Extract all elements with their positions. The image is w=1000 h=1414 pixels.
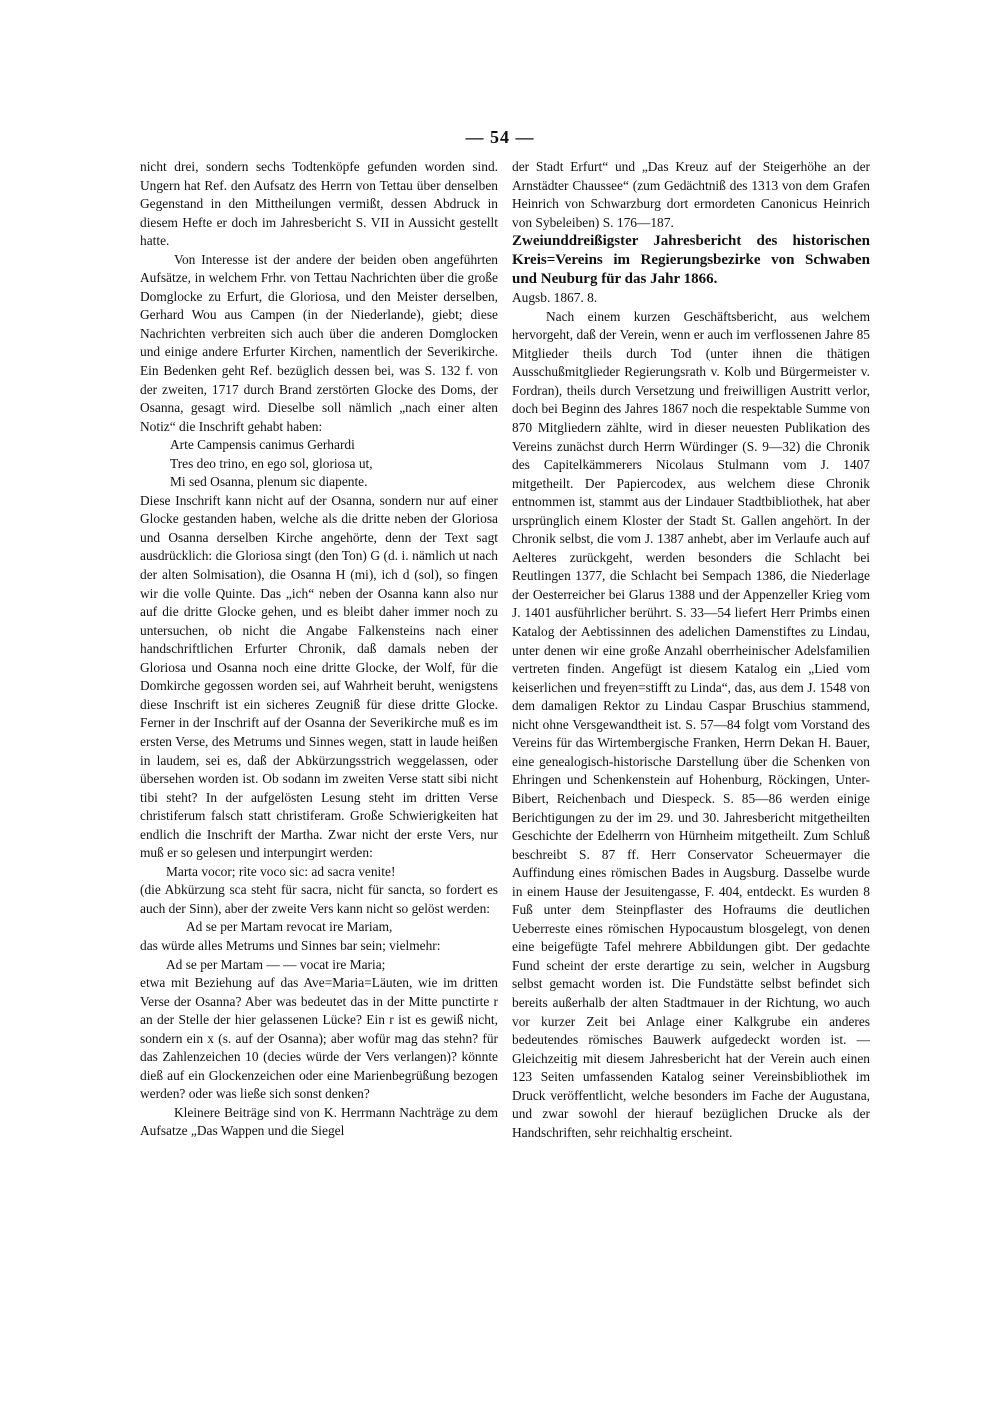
paragraph: Nach einem kurzen Geschäftsbericht, aus welchem hervorgeht, daß der Verein, wenn er auch im verflossenen Jahre 85 Mitglieder theils durch Tod (unter ihnen die thätigen Ausschußmitglieder Regierungsrath v. Kolb und Bürgermeister v. Fordran), theils durch Versetzung und freiwilligen Austritt verlor, doch bei Beginn des Jahres 1867 noch die respektable Summe von 870 Mitgliedern zählte, wird in dieser neuesten Publikation des Vereins zunächst durch Herrn Würdinger (S. 9—32) die Chronik des Capitelkämmerers Nicolaus Stulmann vom J. 1407 mitgetheilt. Der Papiercodex, aus welchem diese Chronik entnommen ist, stammt aus der Lindauer Stadtbibliothek, hat aber ursprünglich einem Kloster der Stadt St. Gallen angehört. In der Chronik selbst, die vom J. 1387 anhebt, aber im Verlaufe auch auf Aelteres zurückgeht, werden besonders die Schlacht bei Reutlingen 1377, die Schlacht bei Sempach 1386, die Niederlage der Oesterreicher bei Glarus 1388 und der Appenzeller Krieg vom J. 1401 ausführlicher berührt. S. 33—54 liefert Herr Primbs einen Katalog der Aebtissinnen des adelichen Damenstiftes zu Lindau, unter denen wir eine große Anzahl oberrheinischer Adelsfamilien vertreten finden. Angefügt ist diesem Katalog ein „Lied vom keiserlichen und freyen=stifft zu Linda“, das, aus dem J. 1548 von dem damaligen Rektor zu Lindau Caspar Bruschius stammend, nicht ohne Versgewandtheit ist. S. 57—84 folgt vom Vorstand des Vereins für das Wirtembergische Franken, Herrn Dekan H. Bauer, eine genealogisch-historische Darstellung über die Schenken von Ehringen und Schenkenstein auf Hohenburg, Röckingen, Unter-Bibert, Reichenbach und Diespeck. S. 85—86 werden einige Berichtigungen zu der im 29. und 30. Jahresbericht mitgetheilten Geschichte der Edelherrn von Hürnheim mitgetheilt. Zum Schluß beschreibt S. 87 ff. Herr Conservator Scheuermayer die Auffindung eines römischen Bades in Augsburg. Dasselbe wurde in einem Hause der Jesuitengasse, F. 404, entdeckt. Es wurden 8 Fuß unter dem Steinpflaster des Hofraums die deutlichen Ueberreste eines römischen Hypocaustum blosgelegt, von denen eine beigefügte Tafel mehrere Abbildungen gibt. Der gedachte Fund scheint der erste derartige zu sein, welcher in Augsburg selbst gemacht worden ist. Die Fundstätte selbst befindet sich bereits außerhalb der alten Stadtmauer in der Richtung, wo auch vor kurzer Zeit bei Anlage einer Kalkgrube ein anderes bedeutendes römisches Bauwerk aufgedeckt worden ist. — Gleichzeitig mit diesem Jahresbericht hat der Verein auch einen 123 Seiten umfassenden Katalog seiner Vereinsbibliothek im Druck veröffentlicht, welche besonders im Fache der Augustana, und zwar sowohl der hierauf bezüglichen Drucke als der Handschriften, sehr reichhaltig erscheint. bbox=[512, 308, 870, 1140]
paragraph: der Stadt Erfurt“ und „Das Kreuz auf der Steigerhöhe an der Arnstädter Chaussee“ (zum Gedächtniß des 1313 von dem Grafen Heinrich von Schwarzburg dort ermordeten Canonicus Heinrich von Sybeleiben) S. 176—187. bbox=[512, 159, 870, 230]
verse-line: Tres deo trino, en ego sol, gloriosa ut, bbox=[170, 455, 373, 471]
paragraph: das würde alles Metrums und Sinnes bar sein; vielmehr: bbox=[140, 937, 441, 953]
paragraph: etwa mit Beziehung auf das Ave=Maria=Läuten, wie im dritten Verse der Osanna? Aber was bedeutet das in der Mitte punctirte r an der Stelle der hier gelassenen Lücke? Ein r ist es gewiß nicht, sondern ein x (s. auf der Osanna); aber wofür mag das stehn? für das Zahlenzeichen 10 (decies würde der Vers verlangen)? könnte dieß auf ein Glockenzeichen oder eine Marienbegrüßung bezogen werden? oder was ließe sich sonst denken? bbox=[140, 975, 498, 1102]
section-heading: Zweiunddreißigster Jahresbericht des historischen Kreis=Vereins im Regierungsbezirke von Schwaben und Neuburg für das Jahr 1866. bbox=[512, 233, 870, 288]
paragraph: nicht drei, sondern sechs Todtenköpfe gefunden worden sind. Ungern hat Ref. den Aufsatz des Herrn von Tettau über denselben Gegenstand in den Mittheilungen vermißt, dessen Abdruck in diesem Hefte er doch im Jahresbericht S. VII in Aussicht gestellt hatte. bbox=[140, 159, 498, 249]
page-number: — 54 — bbox=[465, 127, 535, 147]
paragraph: (die Abkürzung sca steht für sacra, nicht für sancta, so fordert es auch der Sinn), aber der zweite Vers kann nicht so gelöst werden: bbox=[140, 882, 498, 916]
right-column bbox=[512, 158, 870, 1142]
section-subheading: Augsb. 1867. 8. bbox=[512, 290, 598, 306]
verse-line: Ad se per Martam revocat ire Mariam, bbox=[186, 919, 393, 935]
left-column bbox=[140, 158, 498, 1141]
paragraph: Von Interesse ist der andere der beiden oben angeführten Aufsätze, in welchem Frhr. von Tettau Nachrichten über die große Domglocke zu Erfurt, die Gloriosa, und den Meister derselben, Gerhard Wou aus Campen (in der Niederlande), giebt; diese Nachrichten verbreiten sich auch über die anderen Domglocken und einige andere Erfurter Kirchen, namentlich der Severikirche. Ein Bedenken geht Ref. bezüglich dessen bei, was S. 132 f. von der zweiten, 1717 durch Brand zerstörten Glocke des Doms, der Osanna, gesagt wird. Dieselbe soll nämlich „nach einer alten Notiz“ die Inschrift gehabt haben: bbox=[140, 251, 498, 434]
paragraph: Kleinere Beiträge sind von K. Herrmann Nachträge zu dem Aufsatze „Das Wappen und die Siegel bbox=[140, 1104, 498, 1139]
verse-line: Mi sed Osanna, plenum sic diapente. bbox=[170, 474, 368, 490]
verse-line: Ad se per Martam — — vocat ire Maria; bbox=[166, 956, 386, 972]
verse-line: Arte Campensis canimus Gerhardi bbox=[170, 437, 355, 453]
verse-line: Marta vocor; rite voco sic: ad sacra venite! bbox=[166, 863, 396, 879]
paragraph: Diese Inschrift kann nicht auf der Osanna, sondern nur auf einer Glocke gestanden haben, welche als die dritte neben der Gloriosa und Osanna derselben Kirche angehörte, denn der Text sagt ausdrücklich: die Gloriosa singt (den Ton) G (d. i. nämlich ut nach der alten Solmisation), die Osanna H (mi), ich d (sol), so fingen wir die volle Quinte. Das „ich“ neben der Osanna kann also nur auf die dritte Glocke gehen, und es bleibt daher immer noch zu untersuchen, ob nicht die Angabe Falkensteins nach einer handschriftlichen Erfurter Chronik, daß damals neben der Gloriosa und Osanna noch eine dritte Glocke, der Wolf, für die Domkirche gegossen worden sei, auf Wahrheit beruht, wenigstens diese Inschrift ist ein sicheres Zeugniß für diese dritte Glocke. Ferner in der Inschrift auf der Osanna der Severikirche muß es im ersten Verse, des Metrums und Sinnes wegen, statt in laude heißen in laudem, sei es, daß der Abkürzungsstrich weggelassen, oder übersehen worden ist. Ob sodann im zweiten Verse statt sibi nicht tibi steht? In der aufgelösten Lesung steht im dritten Verse christiferum falsch statt christiferam. Große Schwierigkeiten hat endlich die Inschrift der Martha. Zwar nicht der erste Vers, nur muß er so gelesen und interpungirt werden: bbox=[140, 492, 498, 861]
